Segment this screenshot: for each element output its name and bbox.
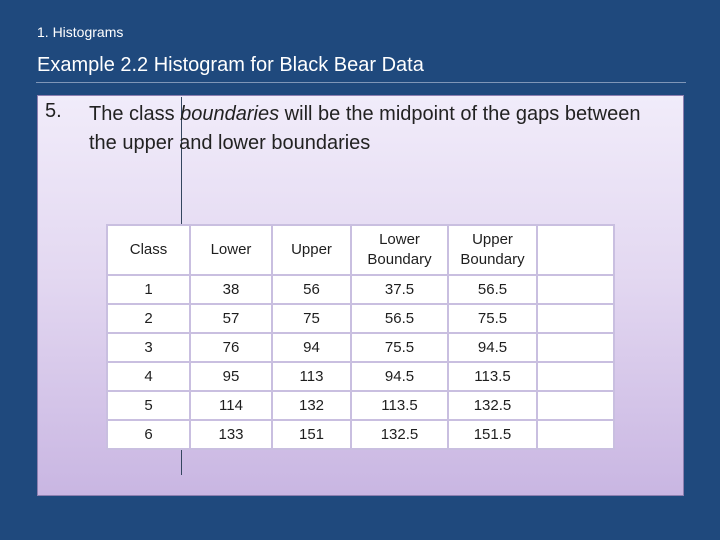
table-cell: 113.5 [448,362,537,391]
header-lower-boundary: Lower Boundary [351,225,448,275]
header-upper-boundary: Upper Boundary [448,225,537,275]
table-cell: 2 [107,304,190,333]
table-cell: 5 [107,391,190,420]
point-text-end: will be the midpoint of the gaps between the upper and lower boundaries [89,103,641,154]
table-cell: 94 [272,333,351,362]
table-cell: 113.5 [351,391,448,420]
table-cell [537,333,614,362]
table-cell: 56 [272,275,351,304]
table-cell: 132 [272,391,351,420]
table-cell [537,391,614,420]
breadcrumb: 1. Histograms [37,24,124,40]
table-cell [537,362,614,391]
table-cell: 37.5 [351,275,448,304]
header-empty [537,225,614,275]
table-cell: 94.5 [351,362,448,391]
table-cell: 113 [272,362,351,391]
table-cell: 95 [190,362,272,391]
table-cell: 151 [272,420,351,449]
table-cell [537,420,614,449]
table-cell: 56.5 [351,304,448,333]
table-cell [537,275,614,304]
point-text-emphasis: boundaries [180,103,280,125]
header-lower: Lower [190,225,272,275]
table-cell: 6 [107,420,190,449]
table-cell: 4 [107,362,190,391]
table-row [107,333,614,362]
table-row [107,275,614,304]
table-cell: 57 [190,304,272,333]
slide-title: Example 2.2 Histogram for Black Bear Data [37,54,424,76]
header-class: Class [107,225,190,275]
table-cell: 132.5 [351,420,448,449]
table-row [107,362,614,391]
table-body [107,275,614,449]
table-row [107,391,614,420]
table-cell: 56.5 [448,275,537,304]
table-cell: 114 [190,391,272,420]
table-header-row [107,225,614,275]
class-boundaries-table [106,224,615,450]
point-text-start: The class [89,103,181,125]
title-divider [36,82,686,83]
point-number: 5. [45,100,62,122]
table-cell: 3 [107,333,190,362]
table-cell: 133 [190,420,272,449]
table-row [107,420,614,449]
table-cell: 75 [272,304,351,333]
table-cell: 76 [190,333,272,362]
table-cell: 38 [190,275,272,304]
table-cell: 75.5 [351,333,448,362]
table-row [107,304,614,333]
table-cell: 75.5 [448,304,537,333]
table-cell: 151.5 [448,420,537,449]
table-cell [537,304,614,333]
table-cell: 1 [107,275,190,304]
point-text [89,100,649,158]
header-upper: Upper [272,225,351,275]
table-cell: 132.5 [448,391,537,420]
table-cell: 94.5 [448,333,537,362]
